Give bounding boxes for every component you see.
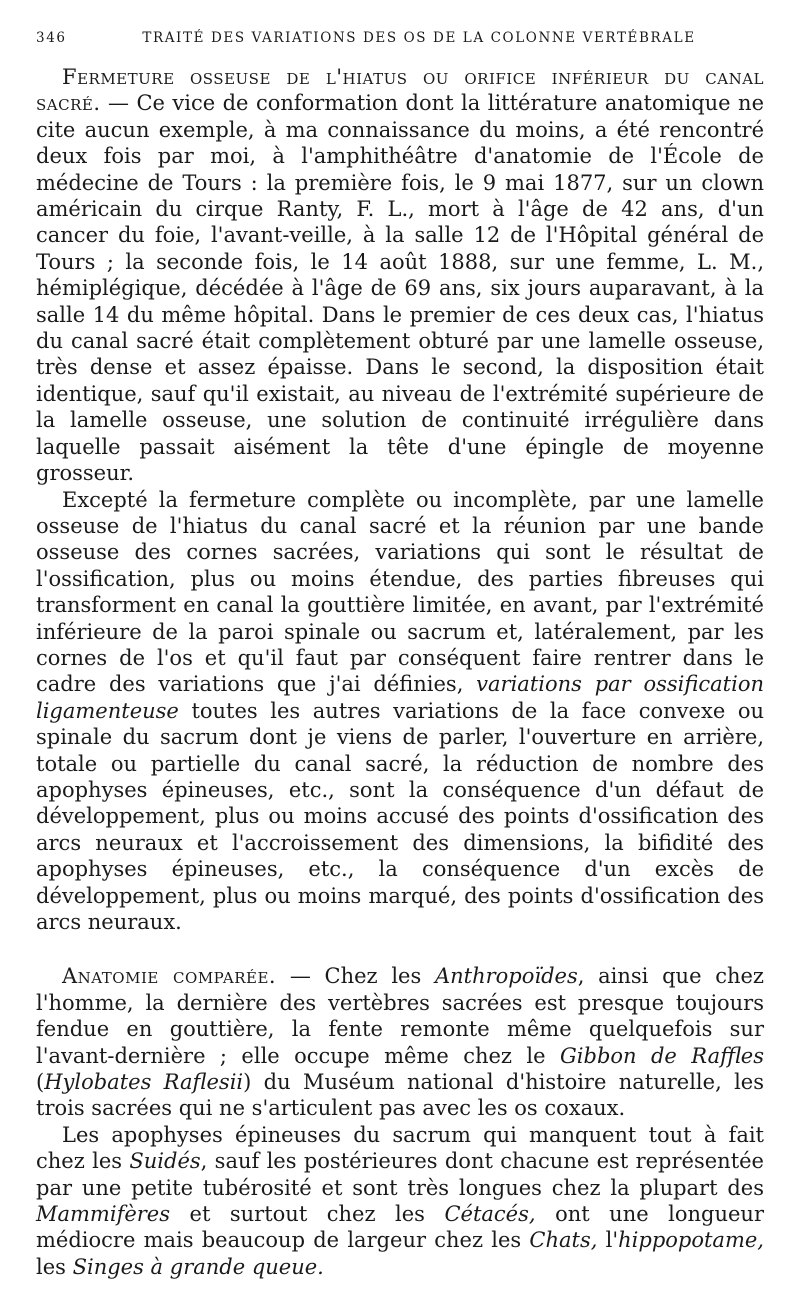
section-hiatus-paragraph-2 <box>36 487 764 936</box>
section-gap <box>36 935 764 963</box>
section-comparative-paragraph-2 <box>36 1122 764 1280</box>
paragraph-text: ( <box>36 1070 45 1095</box>
paragraph-text: l' <box>605 1228 619 1253</box>
italic-term: variations par ossification ligamenteuse <box>36 672 765 723</box>
section-hiatus-paragraph-1 <box>36 64 764 487</box>
paragraph-text: ont une longueur médiocre mais beaucoup de largeur chez les <box>36 1202 764 1253</box>
section-heading-hiatus: Fermeture osseuse de l'hiatus ou orifice inférieur du canal sacré. <box>36 65 764 116</box>
paragraph-text: et surtout chez les <box>189 1202 425 1227</box>
italic-term: Gibbon de Raffles <box>560 1043 764 1068</box>
italic-term: Anthropoïdes <box>434 964 578 989</box>
italic-term: Mammifères <box>36 1202 171 1227</box>
section-comparative-paragraph-1 <box>36 963 764 1121</box>
italic-term: Chats, <box>529 1228 598 1253</box>
italic-term: Suidés <box>129 1149 201 1174</box>
italic-term: hippopotame, <box>618 1228 764 1253</box>
paragraph-text: — Ce vice de conformation dont la littérature anatomique ne cite aucun exemple, à ma connaissance du moins, a été rencontré deux fois par moi, à l'amphithéâtre d'anatomie de l'École de médecine de Tours : la première fois, le 9 mai 1877, sur un clown américain du cirque Ranty, F. L., mort à l'âge de 42 ans, d'un cancer du foie, l'avant-veille, à la salle 12 de l'Hôpital général de Tours ; la seconde fois, le 14 août 1888, sur une femme, L. M., hémiplégique, décédée à l'âge de 69 ans, six jours auparavant, à la salle 14 du même hôpital. Dans le premier de ces deux cas, l'hiatus du canal sacré était complètement obturé par une lamelle osseuse, très dense et assez épaisse. Dans le second, la disposition était identique, sauf qu'il existait, au niveau de l'extrémité supérieure de la lamelle osseuse, une solution de continuité irrégulière dans laquelle passait aisément la tête d'une épingle de moyenne grosseur. <box>36 91 764 486</box>
paragraph-text: Excepté la fermeture complète ou incomplète, par une lamelle osseuse de l'hiatus du canal sacré et la réunion par une bande osseuse des cornes sacrées, variations qui sont le résultat de l'ossification, plus ou moins étendue, des parties fibreuses qui transforment en canal la gouttière limitée, en avant, par l'extrémité inférieure de la paroi spinale ou sacrum et, latéralement, par les cornes de l'os et qu'il faut par conséquent faire rentrer dans le cadre des variations que j'ai définies, <box>36 487 764 697</box>
italic-term: Hylobates Raflesii <box>44 1070 244 1095</box>
paragraph-text: ) du Muséum national d'histoire naturelle, les trois sacrées qui ne s'articulent pas avec les os coxaux. <box>36 1070 764 1121</box>
paragraph-text: , ainsi que chez l'homme, la dernière des vertèbres sacrées est presque toujours fendue en gouttière, la fente remonte même quelquefois sur l'avant-dernière ; elle occupe même chez le <box>36 964 764 1068</box>
paragraph-text: les <box>36 1254 66 1279</box>
italic-term: Singes à grande queue. <box>72 1254 324 1279</box>
section-heading-comparative: Anatomie comparée. <box>62 964 277 989</box>
running-title: TRAITÉ DES VARIATIONS DES OS DE LA COLONNE VERTÉBRALE <box>142 30 696 46</box>
paragraph-text: Les apophyses épineuses du sacrum qui manquent tout à fait chez les <box>36 1122 764 1174</box>
paragraph-text: toutes les autres variations de la face convexe ou spinale du sacrum dont je viens de parler, l'ouverture en arrière, totale ou partielle du canal sacré, la réduction de nombre des apophyses épineuses, etc., sont la conséquence d'un défaut de développement, plus ou moins accusé des points d'ossification des arcs neuraux et l'accroissement des dimensions, la bifidité des apophyses épineuses, etc., la conséquence d'un excès de développement, plus ou moins marqué, des points d'ossification des arcs neuraux. <box>36 698 764 934</box>
paragraph-text: , sauf les postérieures dont chacune est représentée par une petite tubérosité et sont très longues chez la plupart des <box>36 1149 764 1200</box>
italic-term: Cétacés, <box>444 1202 536 1227</box>
page-number: 346 <box>36 30 67 46</box>
running-head <box>36 30 764 46</box>
paragraph-text: — Chez les <box>289 964 422 989</box>
